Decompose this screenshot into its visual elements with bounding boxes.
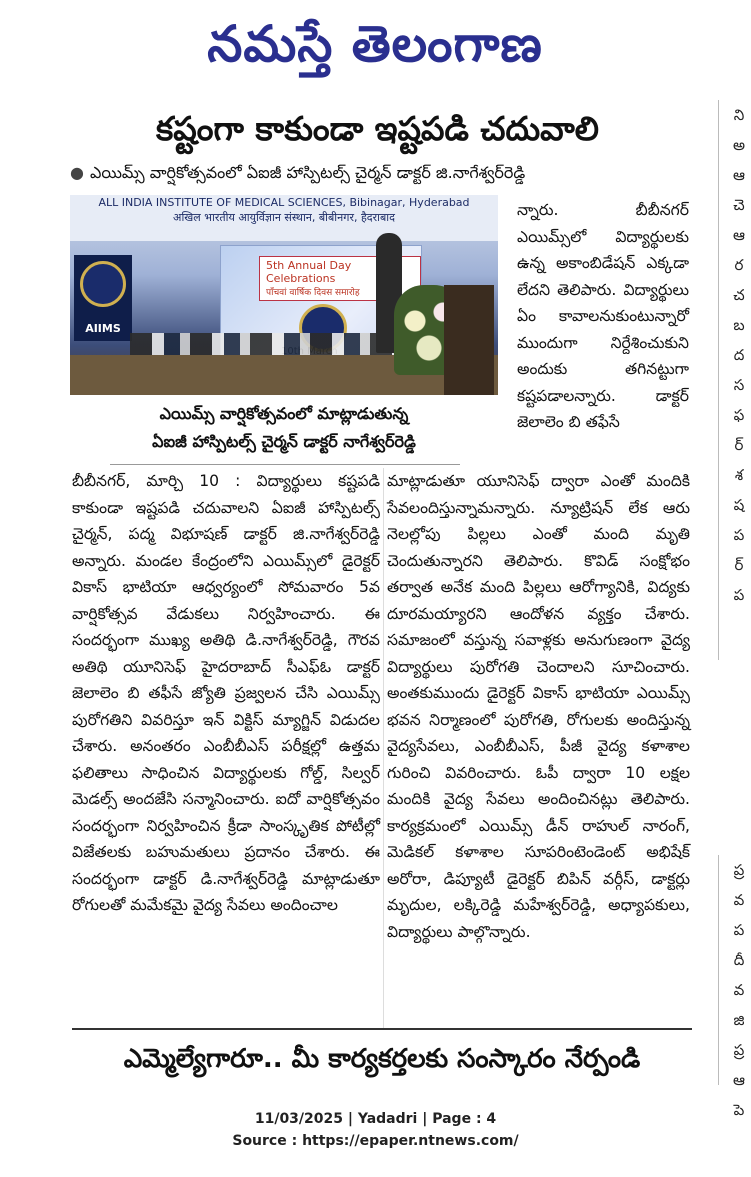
- article-paragraph: న్నారు. బీబీనగర్ ఎయిమ్స్‌లో విద్యార్థులకు ఉన్న అకాంబిడేషన్ ఎక్కడా లేదని తెలిపారు. విద్యార్థులు ఏం కావాలనుకుంటున్నారో ముందుగా నిర్దేశించుకుని అందుకు తగినట్టుగా కష్టపడాలన్నారు. డాక్టర్ జెలాలెం బి తఫేసే: [517, 201, 689, 431]
- edge-glyph: వ: [733, 891, 745, 909]
- edge-glyph: జి: [733, 1011, 745, 1029]
- bullet-icon: ●: [70, 163, 84, 182]
- photo-banner: [70, 195, 498, 241]
- edge-column-rule: [718, 855, 719, 1085]
- subhead-text: ఎయిమ్స్ వార్షికోత్సవంలో ఏఐజీ హాస్పిటల్స్ చైర్మన్ డాక్టర్ జి.నాగేశ్వర్‌రెడ్డి: [89, 163, 526, 182]
- article-column-left: [72, 468, 380, 919]
- article-column-right-top: [517, 197, 689, 436]
- podium: [444, 285, 494, 395]
- edge-glyph: ప: [733, 526, 745, 544]
- photo-banner-line2: अखिल भारतीय आयुर्विज्ञान संस्थान, बीबीनगर, हैदराबाद: [173, 211, 395, 224]
- photo-caption-line1: ఎయిమ్స్ వార్షికోత్సవంలో మాట్లాడుతున్న: [159, 404, 409, 423]
- adjacent-article-edge-bottom: [729, 855, 749, 1119]
- edge-glyph: పె: [733, 1101, 745, 1119]
- article-paragraph: బీబీనగర్, మార్చి 10 : విద్యార్థులు కష్టపడి కాకుండా ఇష్టపడి చదువాలని ఏఐజీ హాస్పిటల్స్ చైర్మన్, పద్మ విభూషణ్ డాక్టర్ జి.నాగేశ్వర్‌రెడ్డి అన్నారు. మండల కేంద్రంలోని ఎయిమ్స్‌లో డైరెక్టర్ వికాస్ భాటియా ఆధ్వర్యంలో సోమవారం 5వ వార్షికోత్సవ వేడుకలు నిర్వహించారు. ఈ సందర్భంగా ముఖ్య అతిథి డి.నాగేశ్వర్‌రెడ్డి, గౌరవ అతిథి యూనిసెఫ్ హైదరాబాద్ సీఎఫ్ఓ డాక్టర్ జెలాలెం బి తఫీసే జ్యోతి ప్రజ్వలన చేసి ఎయిమ్స్ పురోగతిని వివరిస్తూ ఇన్ విక్టిస్ మ్యాగ్జిన్ విడుదల చేశారు. అనంతరం ఎంబీబీఎస్ పరీక్షల్లో ఉత్తమ ఫలితాలు సాధించిన విద్యార్థులకు గోల్డ్, సిల్వర్ మెడల్స్ అందజేసి సన్మానించారు. ఐదో వార్షికోత్సవం సందర్భంగా నిర్వహించిన క్రీడా సాంస్కృతిక పోటీల్లో విజేతలకు బహుమతులు ప్రదానం చేశారు. ఈ సందర్భంగా డాక్టర్ డి.నాగేశ్వర్‌రెడ్డి మాట్లాడుతూ రోగులతో మమేకమై వైద్య సేవలు అందించాల: [72, 472, 380, 914]
- photo-screen-title-text: 5th Annual Day Celebrations: [266, 259, 352, 285]
- edge-glyph: ప: [733, 921, 745, 939]
- edge-glyph: ప్ర: [733, 861, 745, 879]
- newspaper-masthead: నమస్తే తెలంగాణ: [207, 15, 543, 73]
- edge-glyph: చ: [733, 286, 745, 304]
- edge-glyph: దీ: [733, 951, 745, 969]
- edge-glyph: ర్: [734, 436, 744, 454]
- photo-screen-subtitle-text: पाँचवां वार्षिक दिवस समारोह: [266, 288, 360, 298]
- adjacent-article-edge-top: [729, 100, 749, 660]
- edge-glyph: ష: [733, 496, 745, 514]
- edge-glyph: బ: [733, 316, 745, 334]
- edge-glyph: ఆ: [733, 166, 745, 184]
- article-column-right: [387, 468, 690, 945]
- edge-glyph: స: [733, 376, 745, 394]
- edge-glyph: ద: [733, 346, 745, 364]
- event-photo: [70, 195, 498, 395]
- article-subhead: [70, 160, 690, 186]
- edge-glyph: వ: [733, 981, 745, 999]
- edge-glyph: శ: [734, 466, 744, 484]
- photo-caption-line2: ఏఐజీ హాస్పిటల్స్ చైర్మన్ డాక్టర్ నాగేశ్వర్‌రెడ్డి: [152, 432, 416, 451]
- edge-glyph: చె: [733, 196, 745, 214]
- article-headline: కష్టంగా కాకుండా ఇష్టపడి చదువాలి: [156, 109, 599, 148]
- aiims-logo: [74, 255, 132, 341]
- next-article-headline: ఎమ్మెల్యేగారూ.. మీ కార్యకర్తలకు సంస్కారం నేర్పండి: [123, 1044, 641, 1074]
- page-footer: [0, 1108, 751, 1152]
- edge-glyph: ని: [733, 106, 745, 124]
- aiims-logo-text: AIIMS: [85, 322, 121, 335]
- photo-caption: [70, 400, 498, 460]
- edge-glyph: ప్ర: [733, 1041, 745, 1059]
- column-divider: [383, 468, 384, 1028]
- edge-glyph: ర: [734, 256, 744, 274]
- edge-glyph: ఆ: [733, 1071, 745, 1089]
- caption-divider: [110, 464, 460, 465]
- edge-glyph: ప: [733, 586, 745, 604]
- edge-column-rule: [718, 100, 719, 660]
- section-divider: [72, 1028, 692, 1030]
- footer-date-edition: 11/03/2025 | Yadadri | Page : 4: [254, 1111, 497, 1127]
- edge-glyph: ర్: [734, 556, 744, 574]
- edge-glyph: ఆ: [733, 226, 745, 244]
- aiims-logo-emblem-icon: [80, 261, 126, 307]
- footer-source: Source : https://epaper.ntnews.com/: [232, 1133, 519, 1149]
- article-paragraph: మాట్లాడుతూ యూనిసెఫ్ ద్వారా ఎంతో మందికి సేవలందిస్తున్నామన్నారు. న్యూట్రిషన్ లేక ఆరు నెలల్లోపు పిల్లలు ఎంతో మంది మృతి చెందుతున్నారని తెలిపారు. కొవిడ్ సంక్షోభం తర్వాత అనేక మంది పిల్లలు ఆరోగ్యానికి, విద్యకు దూరమయ్యారని ఆందోళన వ్యక్తం చేశారు. సమాజంలో వస్తున్న సవాళ్లకు అనుగుణంగా వైద్య విద్యార్థులు పురోగతి చెందాలని సూచించారు. అంతకుముందు డైరెక్టర్ వికాస్ భాటియా ఎయిమ్స్ భవన నిర్మాణంలో పురోగతి, రోగులకు అందిస్తున్న వైద్యసేవలు, ఎంబీబీఎస్, పీజీ వైద్య కళాశాల గురించి వివరించారు. ఓపీ ద్వారా 10 లక్షల మందికి వైద్య సేవలు అందించినట్లు తెలిపారు. కార్యక్రమంలో ఎయిమ్స్ డీన్ రాహుల్ నారంగ్, మెడికల్ కళాశాల సూపరింటెండెంట్ అభిషేక్ అరోరా, డిప్యూటీ డైరెక్టర్ బిపిన్ వర్గీస్, డాక్టర్లు మృదుల, లక్కిరెడ్డి మహేశ్వర్‌రెడ్డి, అధ్యాపకులు, విద్యార్థులు పాల్గొన్నారు.: [387, 472, 690, 941]
- edge-glyph: అ: [732, 136, 745, 154]
- edge-glyph: ఫ: [733, 406, 745, 424]
- photo-banner-line1: ALL INDIA INSTITUTE OF MEDICAL SCIENCES, Bibinagar, Hyderabad: [98, 196, 470, 209]
